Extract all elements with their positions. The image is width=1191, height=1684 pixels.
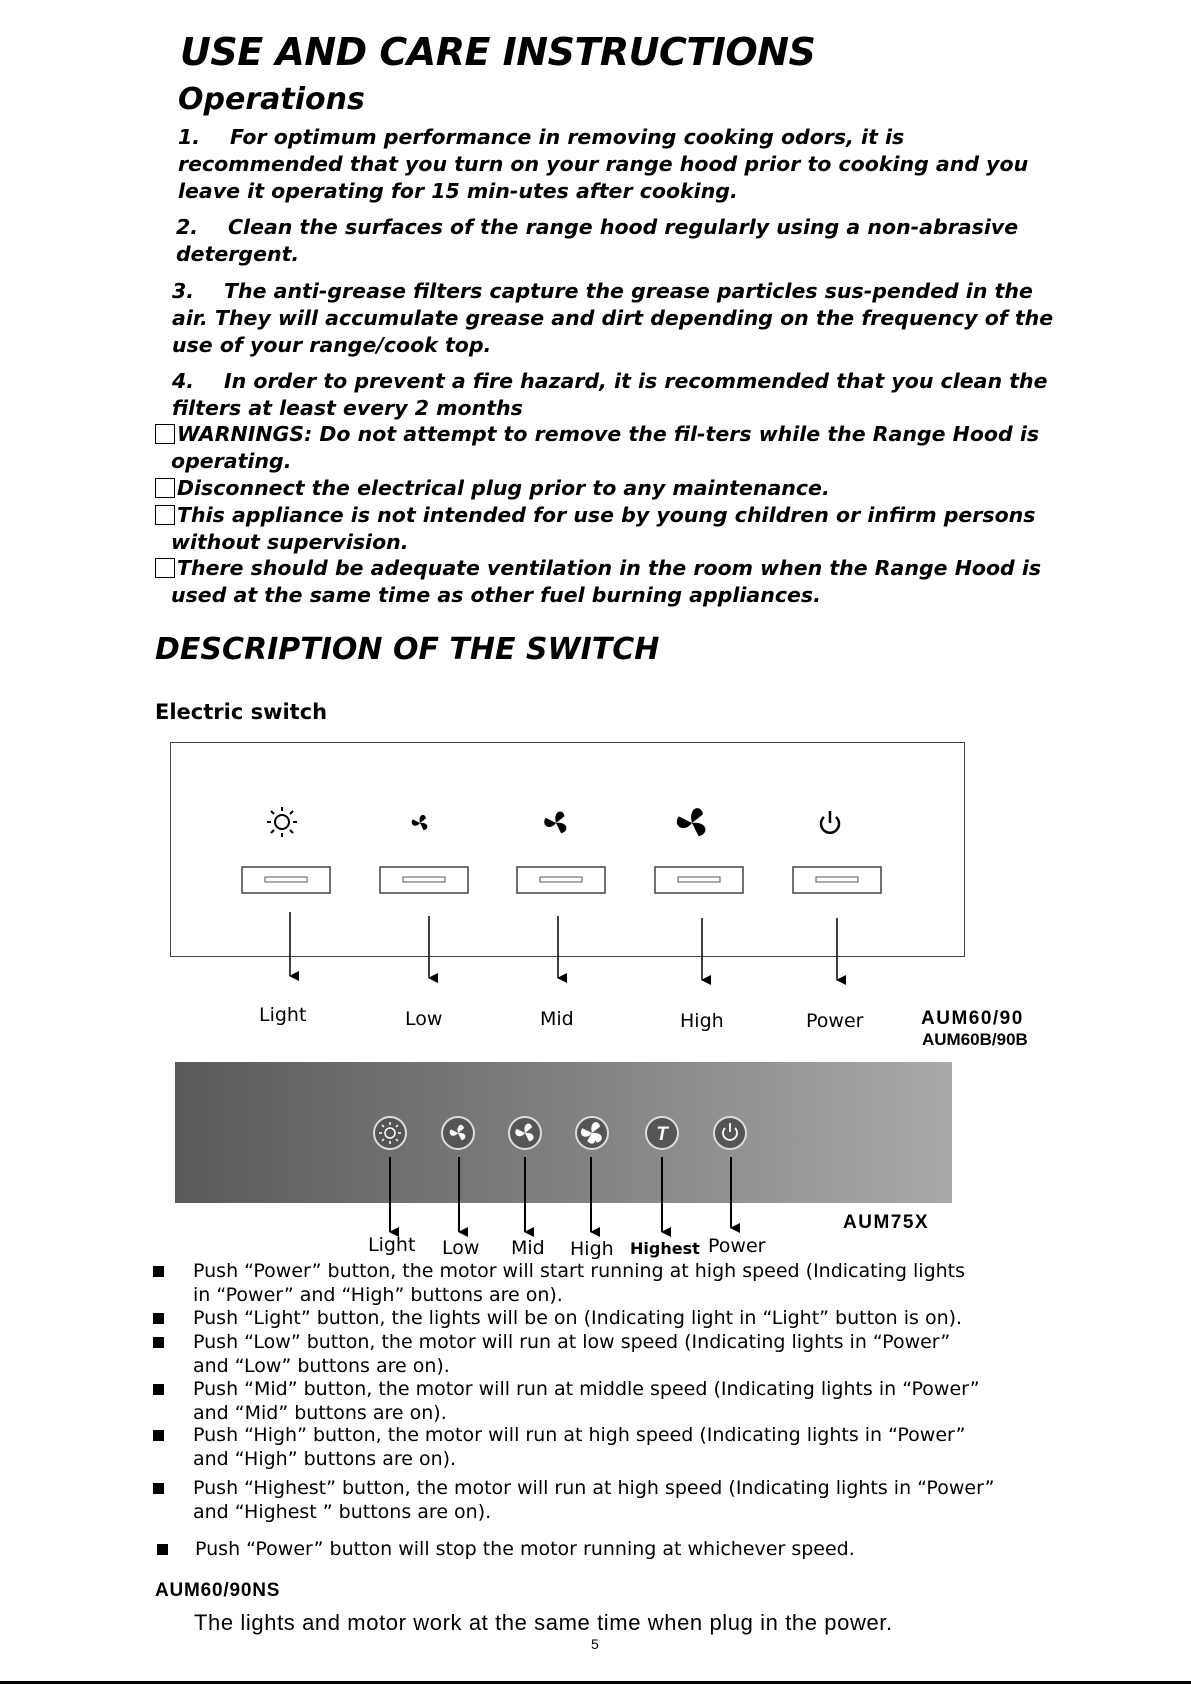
label-high: High: [680, 1010, 724, 1032]
fan-high-icon: [677, 808, 706, 836]
operations-heading: Operations: [178, 82, 365, 117]
timer-icon: T: [656, 1124, 668, 1145]
warning-item-1: WARNINGS: Do not attempt to remove the fil-ters while the Range Hood is operating.: [155, 421, 1039, 475]
operation-item-2: 2. Clean the surfaces of the range hood regularly using a non-abrasive detergent.: [176, 215, 1019, 266]
touch-button-light[interactable]: [374, 1117, 406, 1149]
list-item: Push “Highest” button, the motor will run at high speed (Indicating lights in “Power” and “Highest ” buttons are on).: [193, 1477, 995, 1523]
label-power: Power: [708, 1235, 766, 1257]
list-item: Push “Low” button, the motor will run at low speed (Indicating lights in “Power” and “Low” buttons are on).: [193, 1331, 951, 1377]
label-mid: Mid: [511, 1237, 545, 1259]
bullet-marker: [153, 1313, 164, 1324]
bullet-marker: [153, 1337, 164, 1348]
electric-switch-heading: Electric switch: [155, 700, 328, 724]
switch-button-light[interactable]: [242, 867, 330, 893]
model-label-aum60-90: AUM60/90: [921, 1008, 1024, 1029]
switch-button-power[interactable]: [793, 867, 881, 893]
page-number: 5: [591, 1636, 599, 1652]
fan-mid-icon: [544, 811, 566, 833]
list-item: Push “High” button, the motor will run at high speed (Indicating lights in “Power” and “High” buttons are on).: [193, 1424, 966, 1470]
touch-button-low[interactable]: [442, 1117, 474, 1149]
warning-item-3: This appliance is not intended for use by young children or infirm persons without supervision.: [155, 502, 1035, 556]
list-item: Push “Power” button, the motor will start running at high speed (Indicating lights in “Power” and “High” buttons are on).: [193, 1260, 966, 1306]
label-low: Low: [405, 1008, 443, 1030]
operation-item-3: 3. The anti-grease filters capture the grease particles sus-pended in the air. They will accumulate grease and dirt depending on the frequency of the use of your range/cook top.: [172, 279, 1054, 357]
model-label-aum60b-90b: AUM60B/90B: [922, 1030, 1028, 1049]
label-low: Low: [442, 1237, 480, 1259]
warning-item-4: There should be adequate ventilation in the room when the Range Hood is used at the same time as other fuel burning appliances.: [155, 555, 1041, 609]
bullet-marker: [157, 1544, 168, 1555]
label-power: Power: [806, 1010, 864, 1032]
fan-low-icon: [412, 815, 428, 830]
touch-button-mid[interactable]: [509, 1117, 541, 1149]
operation-item-1: 1. For optimum performance in removing cooking odors, it is recommended that you turn on your range hood prior to cooking and you leave it operating for 15 min-utes after cooking.: [178, 125, 1029, 203]
model-label-aum60-90ns: AUM60/90NS: [155, 1580, 281, 1601]
power-icon: [821, 811, 839, 833]
model-label-aum75x: AUM75X: [843, 1212, 930, 1233]
label-light: Light: [368, 1234, 416, 1256]
list-item: Push “Mid” button, the motor will run at middle speed (Indicating lights in “Power” and “Mid” buttons are on).: [193, 1378, 980, 1424]
warning-item-2: Disconnect the electrical plug prior to any maintenance.: [155, 475, 830, 502]
switch-button-low[interactable]: [380, 867, 468, 893]
operation-item-4: 4. In order to prevent a fire hazard, it is recommended that you clean the filters at least every 2 months: [172, 369, 1048, 420]
list-item: Push “Light” button, the lights will be on (Indicating light in “Light” button is on).: [193, 1307, 963, 1329]
page-title: USE AND CARE INSTRUCTIONS: [180, 30, 816, 74]
bullet-marker: [153, 1430, 164, 1441]
label-highest: Highest: [630, 1239, 700, 1258]
panel1-arrows: [290, 912, 837, 980]
light-icon: [267, 807, 297, 837]
ns-note: The lights and motor work at the same time when plug in the power.: [194, 1610, 893, 1635]
label-high: High: [570, 1238, 614, 1260]
list-item: Push “Power” button will stop the motor running at whichever speed.: [195, 1538, 855, 1560]
label-mid: Mid: [540, 1008, 574, 1030]
touch-button-highest[interactable]: [646, 1117, 678, 1149]
label-light: Light: [259, 1004, 307, 1026]
switch-button-mid[interactable]: [517, 867, 605, 893]
touch-button-high[interactable]: [576, 1117, 608, 1149]
switch-section-heading: DESCRIPTION OF THE SWITCH: [155, 632, 660, 667]
bullet-marker: [153, 1266, 164, 1277]
bullet-marker: [153, 1483, 164, 1494]
switch-button-high[interactable]: [655, 867, 743, 893]
touch-control-panel: [175, 1062, 952, 1203]
bullet-marker: [153, 1384, 164, 1395]
touch-button-power[interactable]: [714, 1117, 746, 1149]
